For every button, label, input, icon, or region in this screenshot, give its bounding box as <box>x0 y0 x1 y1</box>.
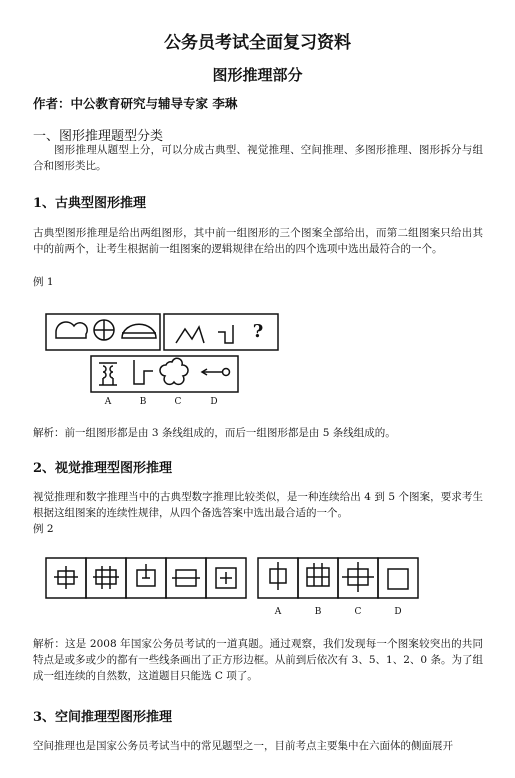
example-2-option-c-label: C <box>354 607 362 617</box>
option-d-label: D <box>210 397 218 407</box>
example-2-option-d-cell <box>378 558 418 598</box>
example-1-analysis: 解析：前一组图形都是由 3 条线组成的，而后一组图形都是由 5 条线组成的。 <box>33 427 396 439</box>
example-1-label: 例 1 <box>33 276 54 288</box>
section-heading-classic: 1、古典型图形推理 <box>33 196 147 211</box>
example-2-label: 例 2 <box>33 523 54 535</box>
document-title: 公务员考试全面复习资料 <box>164 33 351 53</box>
author-line: 作者：中公教育研究与辅导专家 李琳 <box>33 96 238 111</box>
option-c-label: C <box>174 397 182 407</box>
section-heading-classification: 一、图形推理题型分类 <box>33 129 164 144</box>
document-subtitle: 图形推理部分 <box>212 66 303 84</box>
section-heading-visual: 2、视觉推理型图形推理 <box>33 461 173 476</box>
example-2-cell-2 <box>86 558 126 598</box>
option-a-label: A <box>104 397 112 407</box>
section-text-spatial: 空间推理也是国家公务员考试当中的常见题型之一，目前考点主要集中在六面体的侧面展开 <box>33 740 453 752</box>
example-2-option-b-label: B <box>314 607 322 617</box>
question-mark: ? <box>252 321 264 342</box>
example-2-analysis: 解析：这是 2008 年国家公务员考试的一道真题。通过观察，我们发现每一个图案较突出的共同特点是或多或少的都有一些线条画出了正方形边框。从前到后依次有 3、5、1、2、0 条。为了组成一组连续的自然数，这道题目只能选 C 项了。 <box>33 638 483 682</box>
section-text-visual: 视觉推理和数字推理当中的古典型数字推理比较类似，是一种连续给出 4 到 5 个图案，要求考生根据这组图案的连续性规律，从四个备选答案中选出最合适的一个。 <box>33 491 483 519</box>
section-text-classification: 图形推理从题型上分，可以分成古典型、视觉推理、空间推理、多图形推理、图形拆分与组合和图形类比。 <box>33 144 483 172</box>
example-2-option-b-cell <box>298 558 338 598</box>
example-2-option-a-label: A <box>274 607 282 617</box>
option-b-label: B <box>139 397 147 407</box>
section-text-classic: 古典型图形推理是给出两组图形，其中前一组图形的三个图案全部给出，而第二组图案只给出其中的前两个，让考生根据前一组图案的逻辑规律在给出的四个选项中选出最符合的一个。 <box>33 227 483 255</box>
section-heading-spatial: 3、空间推理型图形推理 <box>33 710 173 725</box>
example-2-option-d-label: D <box>394 607 402 617</box>
